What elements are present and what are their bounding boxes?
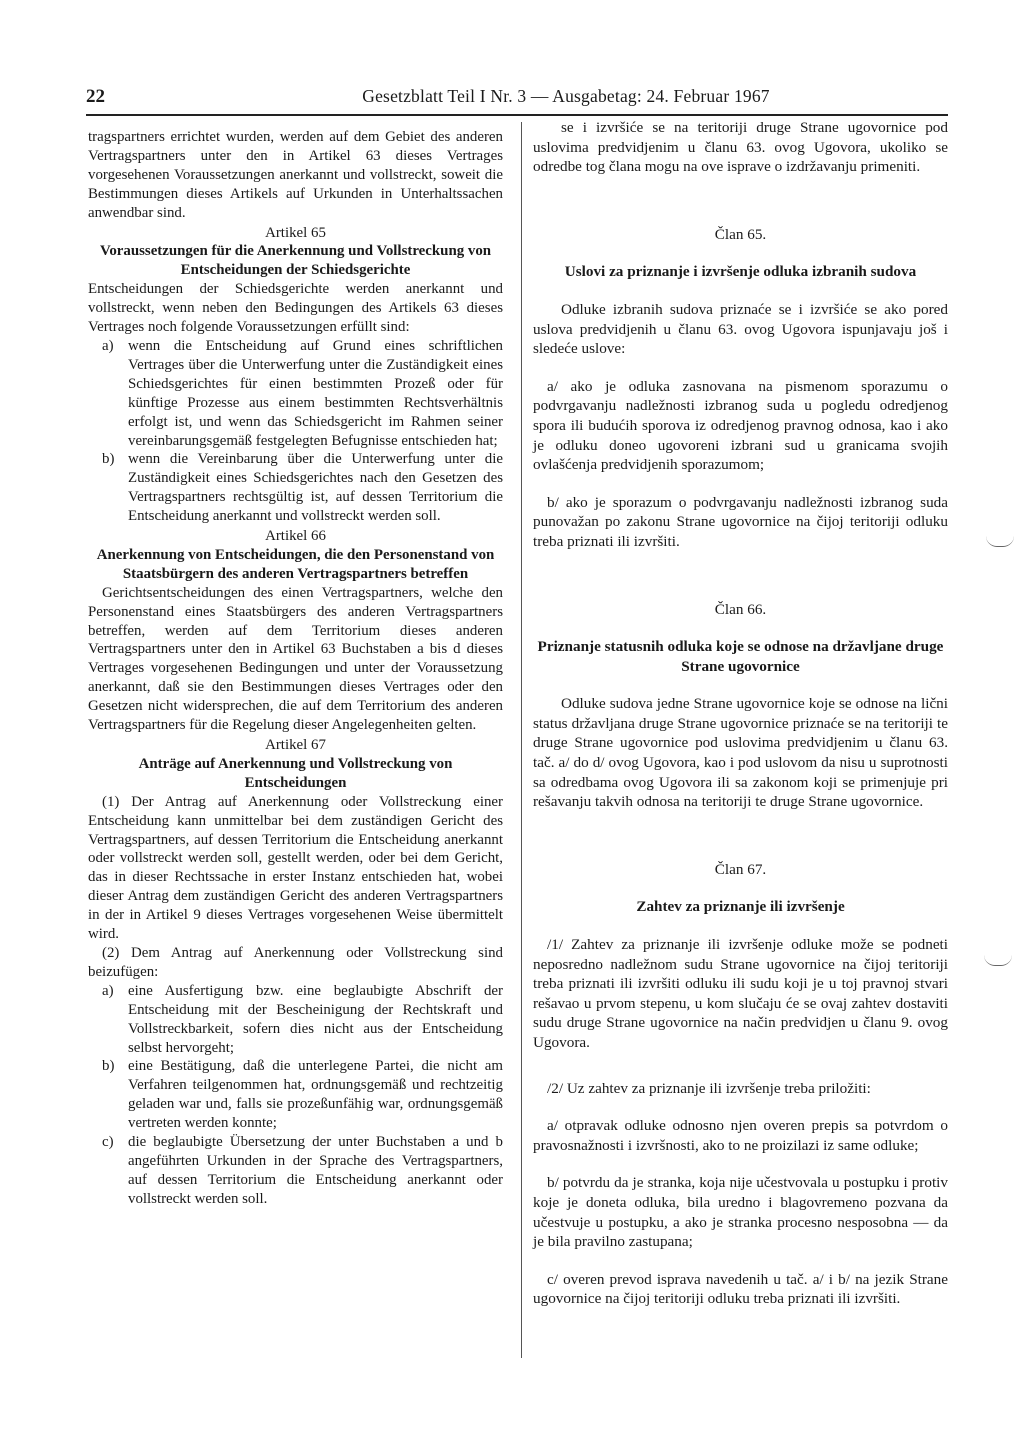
clan-65-item-a: a/ ako je odluka zasnovana na pismenom sporazumu o podvrgavanju nadležnosti izbranog suda u pogledu odredjenog spora ili budućih sporova iz odredjenog pravnog odnosa, kao i ako je odluku doneo ugovoreni izbrani sud u granicama svojih ovlašćenja predvidjenih sporazumom; — [533, 377, 948, 474]
clan-67-title: Zahtev za priznanje ili izvršenje — [636, 898, 845, 916]
list-label: a) — [102, 337, 114, 354]
page-header — [86, 86, 948, 116]
clan-65-title: Uslovi za priznanje i izvršenje odluka izbranih sudova — [564, 263, 917, 281]
list-label: b) — [102, 451, 115, 468]
clan-66-body: Odluke sudova jedne Strane ugovornice koje se odnose na lični status državljana druge Strane ugovornice priznaće se na teritoriji te druge Strane ugovornice pod uslovima predvidjenim u članu 63. tač. a/ do d/ ovog Ugovora, kao i pod uslovom da nisu u suprotnosti sa odredbama ovog Ugovora ili sa zakonom koji se primenjuje pri rešavanju takvih odnosa na teritoriji te druge Strane ugovornice. — [533, 695, 948, 811]
margin-mark — [984, 955, 1012, 966]
serbian-column — [533, 118, 948, 1309]
clan-67-item-c: c/ overen prevod isprava navedenih u tač. a/ i b/ na jezik Strane ugovornice na čijoj teritoriji odluku treba priznati ili izvršiti. — [533, 1270, 948, 1308]
list-text: wenn die Vereinbarung über die Unterwerfung unter die Zuständigkeit eines Schiedsgerichtes nach den Gesetzen des Vertragspartners rechtsgültig ist, auf dessen Territorium die Entscheidung anerkannt und vollstreckt werden soll. — [128, 451, 503, 525]
list-text: die beglaubigte Übersetzung der unter Buchstaben a und b angeführten Urkunden in der Sprache des Vertragspartners, auf dessen Territorium die Entscheidung anerkannt oder vollstreckt werden soll. — [128, 1134, 503, 1207]
article-66-number: Artikel 66 — [265, 528, 326, 545]
clan-67-para-1: /1/ Zahtev za priznanje ili izvršenje odluke može se podneti neposredno nadležnom sudu Strane ugovornice na čijoj teritoriji treba priznati ili izvršiti odluku ili sudu koji je u toj pravnoj stvari rešavao u prvom stepenu, u kom slučaju će se ovaj zahtev dostaviti sudu druge Strane ugovornice na način predvidjen u članu 9. ovog Ugovora. — [533, 936, 948, 1051]
running-head: Gesetzblatt Teil I Nr. 3 — Ausgabetag: 24. Februar 1967 — [362, 86, 770, 106]
clan-67-para-2: /2/ Uz zahtev za priznanje ili izvršenje treba priložiti: — [547, 1079, 871, 1097]
list-label: a) — [102, 982, 114, 999]
margin-mark — [986, 536, 1014, 547]
article-66-body: Gerichtsentscheidungen des einen Vertragspartners, welche den Personenstand eines Staatsbürgers des anderen Vertragspartners betreffen, werden auf dem Territorium dieses anderen Vertragspartners unter den in Artikel 63 Buchstaben a bis d dieses Vertrages vorgesehenen Bedingungen und unter der Voraussetzung anerkannt, daß sie den Bestimmungen dieses Vertrages oder den Gesetzen nicht widersprechen, die auf dem Territorium des anderen Vertragspartners für die Regelung dieser Angelegenheiten gelten. — [88, 584, 503, 734]
list-label: c) — [102, 1134, 114, 1151]
column-divider — [521, 122, 522, 1358]
clan-65-body: Odluke izbranih sudova priznaće se i izvršiće se ako pored uslova predvidjenih u članu 63. ovog Ugovora ispunjavaju još i sledeće uslove: — [533, 300, 948, 358]
clan-65-item-b: b/ ako je sporazum o podvrgavanju nadležnosti izbranog suda punovažan po zakonu Strane ugovornice na čijoj teritoriji odluku treba priznati ili izvršiti. — [533, 493, 948, 550]
clan-66-number: Član 66. — [714, 600, 767, 618]
list-text: wenn die Entscheidung auf Grund eines schriftlichen Vertrages über die Unterwerfung unter die Zuständigkeit eines Schiedsgerichtes für einen bestimmten Prozeß oder für künftige Prozesse aus einem bestimmten Rechtsverhältnis erfolgt ist, und wenn das Schiedsgericht im Rahmen seiner vereinbarungsgemäß festgelegten Befugnisse entschieden hat; — [128, 337, 503, 449]
clan-66-title: Priznanje statusnih odluka koje se odnose na državljane druge Strane ugovornice — [537, 638, 944, 675]
clan-67-number: Član 67. — [714, 860, 767, 878]
article-66-title: Anerkennung von Entscheidungen, die den Personenstand von Staatsbürgern des anderen Vertragspartners betreffen — [96, 546, 495, 582]
list-item — [88, 982, 503, 1058]
clan-65-number: Član 65. — [714, 225, 767, 243]
continued-paragraph: se i izvršiće se na teritoriji druge Strane ugovornice pod uslovima predvidjenim u članu 63. ovog Ugovora, ukoliko se odredbe tog člana mogu na ove isprave o izdržavanju primeniti. — [533, 119, 948, 176]
list-text: eine Ausfertigung bzw. eine beglaubigte Abschrift der Entscheidung mit der Bescheinigung der Rechtskraft und Vollstreckbarkeit, sofern dies nicht aus der Entscheidung selbst hervorgeht; — [128, 982, 503, 1056]
list-item — [88, 1133, 503, 1209]
list-item — [88, 337, 503, 450]
continued-paragraph: tragspartners errichtet wurden, werden auf dem Gebiet des anderen Vertragspartners unter den in Artikel 63 dieses Vertrages vorgesehenen Voraussetzungen anerkannt und vollstreckt, soweit die Bestimmungen dieses Artikels auf Urkunden in Unterhaltssachen anwendbar sind. — [88, 129, 503, 221]
article-67-para-2: (2) Dem Antrag auf Anerkennung oder Vollstreckung sind beizufügen: — [88, 944, 503, 980]
clan-67-item-b: b/ potvrdu da je stranka, koja nije učestvovala u postupku i protiv koje je doneta odluka, bila uredno i blagovremeno pozvana da učestvuje u postupku, a ako je stranka procesno nesposobna — da je bila pravilno zastupana; — [533, 1174, 948, 1251]
list-label: b) — [102, 1058, 115, 1075]
article-67-para-1: (1) Der Antrag auf Anerkennung oder Vollstreckung einer Entscheidung kann unmittelbar bei dem zuständigen Gericht des Vertragspartners, auf dessen Territorium die Entscheidung anerkannt oder vollstreckt werden soll, gestellt werden, oder bei dem Gericht, das in dieser Rechtssache in erster Instanz entschieden hat, wobei dieser Antrag dem zuständigen Gericht des anderen Vertragspartners in der in Artikel 9 dieses Vertrages vorgesehenen Weise übermittelt wird. — [88, 793, 503, 943]
article-65-title: Voraussetzungen für die Anerkennung und Vollstreckung von Entscheidungen der Schiedsgerichte — [99, 243, 492, 279]
article-67-number: Artikel 67 — [265, 737, 326, 753]
article-65-body: Entscheidungen der Schiedsgerichte werden anerkannt und vollstreckt, wenn neben den Bedingungen des Artikels 63 dieses Vertrages noch folgende Voraussetzungen erfüllt sind: — [88, 281, 503, 336]
list-item — [88, 1057, 503, 1133]
article-65-number: Artikel 65 — [265, 224, 326, 241]
page-number: 22 — [86, 86, 105, 107]
list-item — [88, 450, 503, 526]
list-text: eine Bestätigung, daß die unterlegene Partei, die nicht am Verfahren teilgenommen hat, ordnungsgemäß und rechtzeitig geladen war und, falls sie prozeßunfähig war, ordnungsgemäß vertreten werden konnte; — [128, 1058, 503, 1132]
german-column — [88, 128, 503, 1209]
article-67-title: Anträge auf Anerkennung und Vollstreckung von Entscheidungen — [138, 755, 453, 791]
clan-67-item-a: a/ otpravak odluke odnosno njen overen prepis sa potvrdom o pravosnažnosti i izvršnosti, ako to ne proizilazi iz same odluke; — [533, 1117, 948, 1154]
